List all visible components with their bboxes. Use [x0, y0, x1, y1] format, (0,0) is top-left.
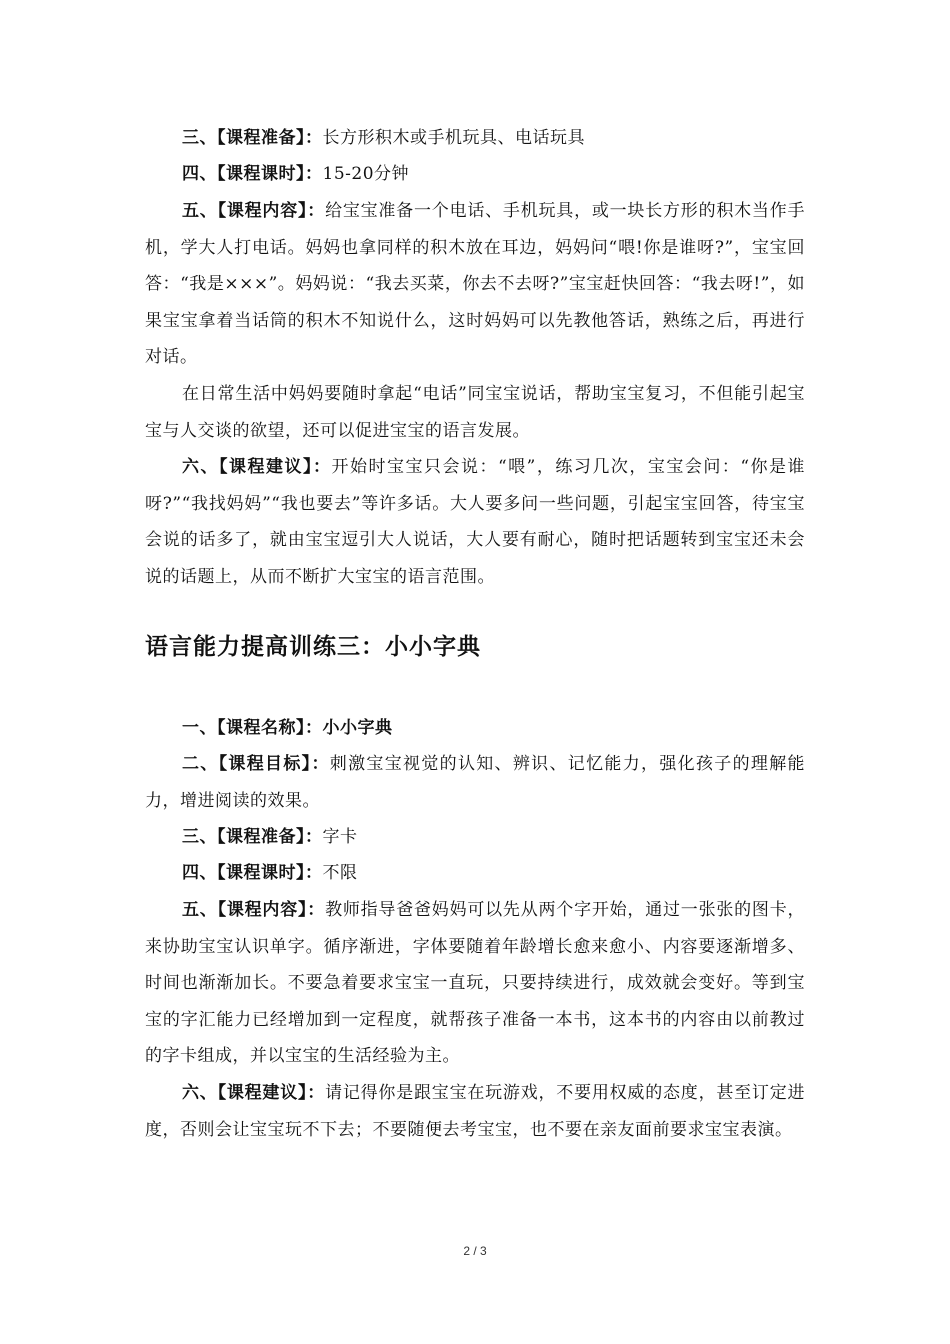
s1-prep-text: 长方形积木或手机玩具、电话玩具 [322, 128, 585, 148]
s2-content [145, 892, 805, 1075]
s1-content-label: 五、【课程内容】： [182, 201, 326, 221]
s1-advice [145, 449, 805, 595]
s2-goal [145, 746, 805, 819]
s1-content [145, 193, 805, 376]
section-heading: 语言能力提高训练三：小小字典 [145, 634, 481, 660]
s2-duration-text: 不限 [322, 863, 358, 883]
s1-daily: 在日常生活中妈妈要随时拿起“电话”同宝宝说话，帮助宝宝复习，不但能引起宝宝与人交谈的欲望，还可以促进宝宝的语言发展。 [145, 384, 805, 441]
s2-duration [145, 855, 805, 892]
s1-advice-label: 六、【课程建议】： [182, 457, 332, 477]
s2-name-text: 小小字典 [322, 718, 393, 738]
s2-prep [145, 819, 805, 856]
s1-advice-text: 开始时宝宝只会说：“喂”，练习几次，宝宝会问：“你是谁呀?”“我找妈妈”“我也要去”等许多话。大人要多问一些问题，引起宝宝回答，待宝宝会说的话多了，就由宝宝逗引大人说话，大人要有耐心，随时把话题转到宝宝还未会说的话题上，从而不断扩大宝宝的语言范围。 [145, 457, 805, 587]
s2-name-label: 一、【课程名称】： [182, 718, 323, 738]
s2-advice-text: 请记得你是跟宝宝在玩游戏，不要用权威的态度，甚至订定进度，否则会让宝宝玩不下去；不要随便去考宝宝，也不要在亲友面前要求宝宝表演。 [145, 1083, 806, 1140]
s2-advice-label: 六、【课程建议】： [182, 1083, 326, 1103]
s2-goal-text: 刺激宝宝视觉的认知、辨识、记忆能力，强化孩子的理解能力，增进阅读的效果。 [145, 754, 806, 811]
page-number: 2 / 3 [463, 1244, 487, 1258]
s1-duration-label: 四、【课程课时】： [182, 164, 323, 184]
s2-content-label: 五、【课程内容】： [182, 900, 326, 920]
s1-prep [145, 120, 805, 157]
s2-goal-label: 二、【课程目标】： [182, 754, 330, 774]
s2-prep-label: 三、【课程准备】： [182, 827, 323, 847]
s1-duration [145, 156, 805, 193]
s2-content-text: 教师指导爸爸妈妈可以先从两个字开始，通过一张张的图卡，来协助宝宝认识单字。循序渐进，字体要随着年龄增长愈来愈小、内容要逐渐增多、时间也渐渐加长。不要急着要求宝宝一直玩，只要持续进行，成效就会变好。等到宝宝的字汇能力已经增加到一定程度，就帮孩子准备一本书，这本书的内容由以前教过的字卡组成，并以宝宝的生活经验为主。 [145, 900, 806, 1066]
s1-duration-text: 15-20分钟 [322, 164, 410, 184]
s2-prep-text: 字卡 [322, 827, 358, 847]
s2-duration-label: 四、【课程课时】： [182, 863, 323, 883]
s2-name [145, 710, 805, 747]
s2-advice [145, 1075, 805, 1148]
s1-content-text: 给宝宝准备一个电话、手机玩具，或一块长方形的积木当作手机，学大人打电话。妈妈也拿同样的积木放在耳边，妈妈问“喂!你是谁呀?”，宝宝回答：“我是×××”。妈妈说：“我去买菜，你去不去呀?”宝宝赶快回答：“我去呀!”，如果宝宝拿着当话筒的积木不知说什么，这时妈妈可以先教他答话，熟练之后，再进行对话。 [145, 201, 806, 367]
s1-prep-label: 三、【课程准备】： [182, 128, 323, 148]
